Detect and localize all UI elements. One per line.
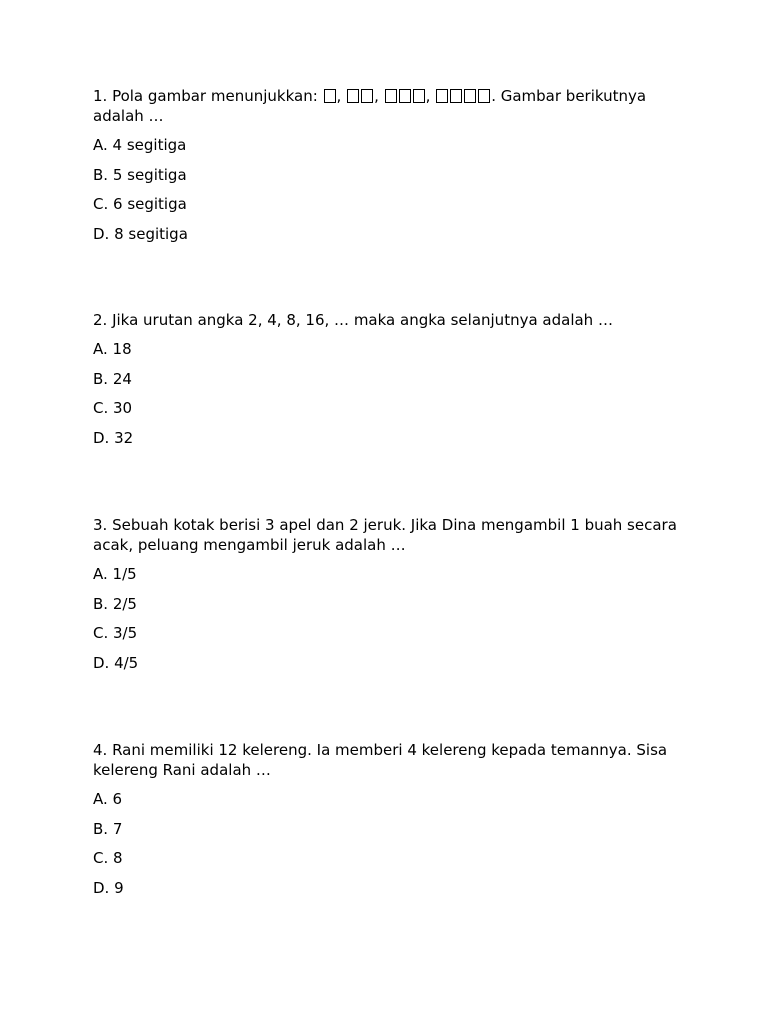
missing-glyph-icon [347,89,359,103]
option-c: C. 6 segitiga [93,195,187,213]
option-d: D. 9 [93,878,124,897]
pattern-group [435,87,491,105]
missing-glyph-icon [413,89,425,103]
option-a: A. 1/5 [93,565,137,583]
missing-glyph-icon [450,89,462,103]
question-4-text: 4. Rani memiliki 12 kelereng. Ia memberi 4 kelereng kepada temannya. Sisa kelereng Rani adalah … [93,741,668,779]
pattern-glyphs: , , , [323,87,492,105]
missing-glyph-icon [436,89,448,103]
question-4 [93,740,683,907]
option-b: B. 7 [93,819,123,838]
missing-glyph-icon [399,89,411,103]
option-b: B. 5 segitiga [93,165,187,184]
question-3-text: 3. Sebuah kotak berisi 3 apel dan 2 jeruk. Jika Dina mengambil 1 buah secara acak, peluang mengambil jeruk adalah … [93,516,677,554]
option-b: B. 24 [93,369,132,388]
option-c: C. 3/5 [93,624,138,642]
option-b: B. 2/5 [93,594,137,613]
missing-glyph-icon [361,89,373,103]
missing-glyph-icon [385,89,397,103]
option-a: A. 6 [93,790,123,808]
question-1-text-end: . Gambar berikutnya adalah … [93,87,647,125]
option-d: D. 32 [93,428,134,447]
option-c: C. 8 [93,849,123,867]
option-a: A. 18 [93,340,132,358]
option-d: D. 8 segitiga [93,224,188,243]
option-c: C. 30 [93,399,133,417]
question-1 [93,86,683,253]
question-2-text: 2. Jika urutan angka 2, 4, 8, 16, … maka angka selanjutnya adalah … [93,311,613,329]
question-2 [93,310,683,457]
question-3 [93,515,683,682]
missing-glyph-icon [324,89,336,103]
pattern-group [384,87,426,105]
missing-glyph-icon [464,89,476,103]
question-1-text-start: 1. Pola gambar menunjukkan: [93,87,323,105]
question-1-text [93,86,683,126]
pattern-group [323,87,337,105]
missing-glyph-icon [478,89,490,103]
option-a: A. 4 segitiga [93,136,187,154]
option-d: D. 4/5 [93,653,139,672]
pattern-group [346,87,374,105]
